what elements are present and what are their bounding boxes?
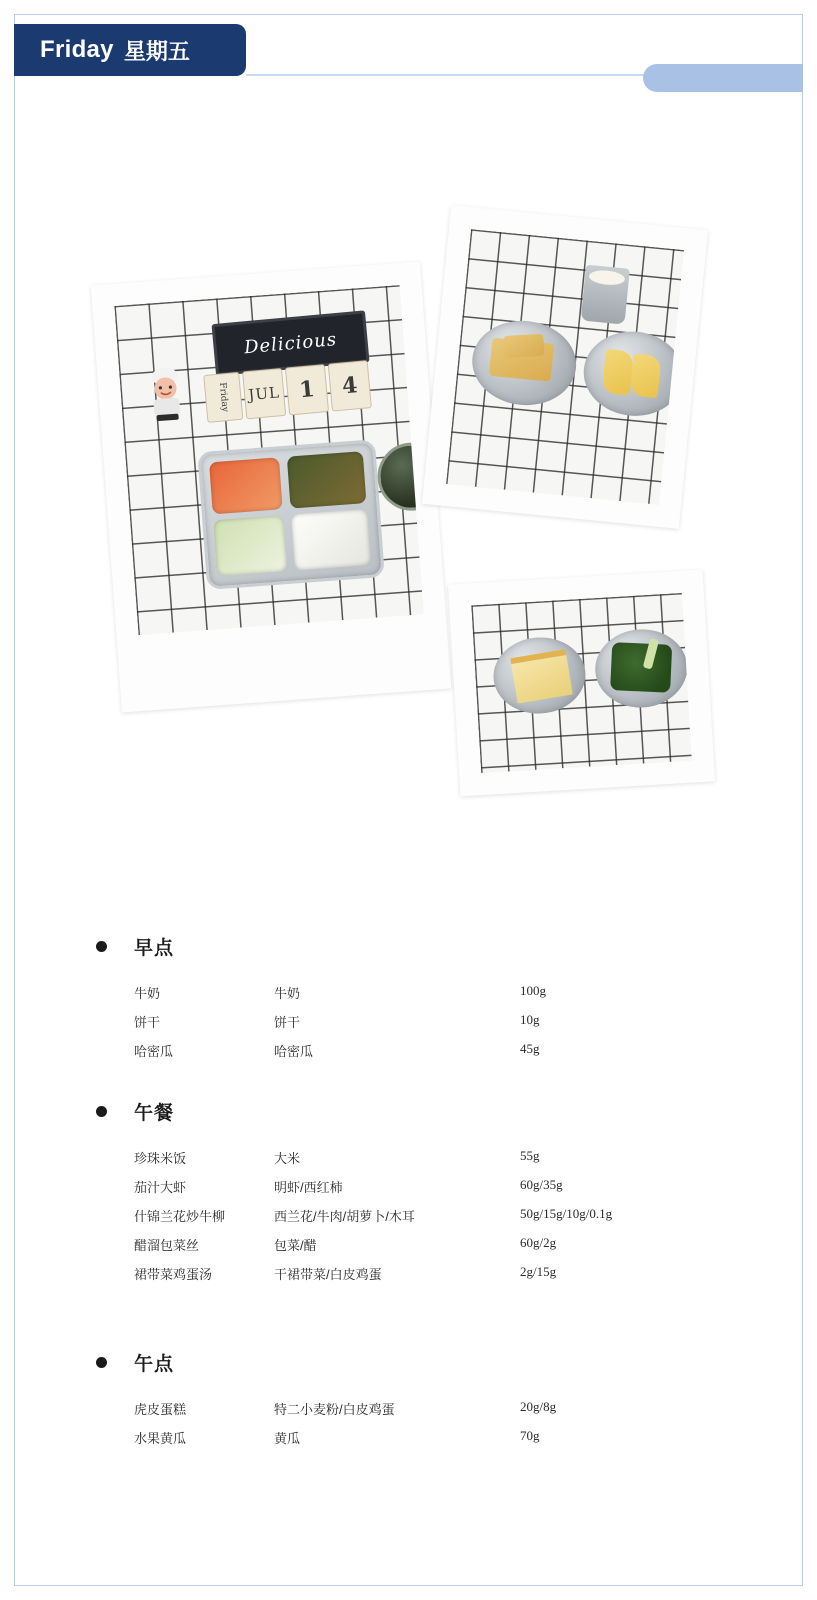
day-banner	[14, 24, 246, 76]
photo-afternoon-snack	[448, 570, 715, 797]
table-row	[134, 978, 694, 1007]
table-row	[134, 1007, 694, 1036]
section-header	[0, 1346, 817, 1380]
dish-weight: 20g/8g	[520, 1399, 557, 1414]
photo-breakfast	[422, 205, 708, 529]
header-accent-bar	[643, 64, 803, 92]
dish-name: 什锦兰花炒牛柳	[134, 1209, 226, 1224]
dish-ingredients: 西兰花/牛肉/胡萝卜/木耳	[274, 1209, 415, 1224]
date-month-block: JUL	[242, 368, 286, 419]
day-label-en: Friday	[40, 36, 114, 63]
chalkboard-sign: Delicious	[211, 310, 369, 376]
dish-name: 醋溜包菜丝	[134, 1238, 200, 1253]
section-header	[0, 1095, 817, 1129]
dish-ingredients: 干裙带菜/白皮鸡蛋	[274, 1267, 382, 1282]
dish-weight: 70g	[520, 1428, 540, 1443]
date-day-tens-block: 1	[285, 364, 329, 415]
cucumber-piece	[610, 642, 672, 693]
dish-weight: 60g/35g	[520, 1177, 563, 1192]
dish-weight: 55g	[520, 1148, 540, 1163]
dish-name: 虎皮蛋糕	[134, 1402, 187, 1417]
dish-ingredients: 大米	[274, 1151, 301, 1166]
lunch-tray	[197, 439, 385, 590]
section-header	[0, 930, 817, 964]
menu-sections	[0, 930, 817, 1478]
menu-section-breakfast-snack	[0, 930, 817, 1065]
photo-lunch-tray	[91, 261, 451, 712]
dish-name: 饼干	[134, 1015, 161, 1030]
photo-lunch-tray-image	[114, 285, 423, 635]
section-title: 午餐	[134, 1098, 174, 1127]
bullet-icon	[96, 941, 107, 952]
menu-section-afternoon-snack	[0, 1346, 817, 1452]
tray-cell-shrimp	[209, 457, 283, 514]
dish-weight: 50g/15g/10g/0.1g	[520, 1206, 613, 1221]
dish-ingredients: 明虾/西红柿	[274, 1180, 343, 1195]
dish-name: 牛奶	[134, 986, 161, 1001]
dish-weight: 100g	[520, 983, 546, 998]
table-row	[134, 1036, 694, 1065]
table-row	[134, 1172, 694, 1201]
dish-weight: 60g/2g	[520, 1235, 557, 1250]
table-row	[134, 1143, 694, 1172]
dish-weight: 10g	[520, 1012, 540, 1027]
date-weekday-block: Friday	[203, 372, 243, 423]
dish-ingredients: 包菜/醋	[274, 1238, 317, 1253]
tray-cell-beef	[287, 451, 367, 508]
date-day-ones-block: 4	[328, 360, 372, 411]
table-row	[134, 1394, 694, 1423]
dish-name: 茄汁大虾	[134, 1180, 187, 1195]
dish-name: 裙带菜鸡蛋汤	[134, 1267, 213, 1282]
bullet-icon	[96, 1357, 107, 1368]
table-row	[134, 1423, 694, 1452]
dish-name: 水果黄瓜	[134, 1431, 187, 1446]
menu-section-lunch	[0, 1095, 817, 1288]
tiger-skin-cake	[510, 649, 573, 704]
day-label-cn: 星期五	[123, 38, 190, 64]
melon-slice-2	[630, 354, 662, 399]
table-row	[134, 1230, 694, 1259]
dish-ingredients: 特二小麦粉/白皮鸡蛋	[274, 1402, 395, 1417]
dish-ingredients: 饼干	[274, 1015, 301, 1030]
biscuit-top	[503, 334, 544, 358]
milk-cup	[581, 265, 630, 325]
dish-weight: 2g/15g	[520, 1264, 557, 1279]
dish-name: 珍珠米饭	[134, 1151, 187, 1166]
chef-figurine-icon	[141, 363, 191, 424]
dish-ingredients: 哈密瓜	[274, 1044, 314, 1059]
bullet-icon	[96, 1106, 107, 1117]
photo-collage	[84, 205, 719, 845]
table-row	[134, 1201, 694, 1230]
table-row	[134, 1259, 694, 1288]
items-table	[134, 1394, 694, 1452]
dish-ingredients: 牛奶	[274, 986, 301, 1001]
tray-cell-rice	[291, 509, 371, 570]
dish-weight: 45g	[520, 1041, 540, 1056]
photo-afternoon-snack-image	[471, 593, 692, 773]
tray-cell-cabbage	[213, 515, 287, 576]
dish-name: 哈密瓜	[134, 1044, 174, 1059]
photo-breakfast-image	[446, 229, 684, 505]
dish-ingredients: 黄瓜	[274, 1431, 301, 1446]
section-title: 午点	[134, 1349, 174, 1378]
items-table	[134, 978, 694, 1065]
section-title: 早点	[134, 933, 174, 962]
items-table	[134, 1143, 694, 1288]
melon-slice-1	[602, 349, 634, 396]
